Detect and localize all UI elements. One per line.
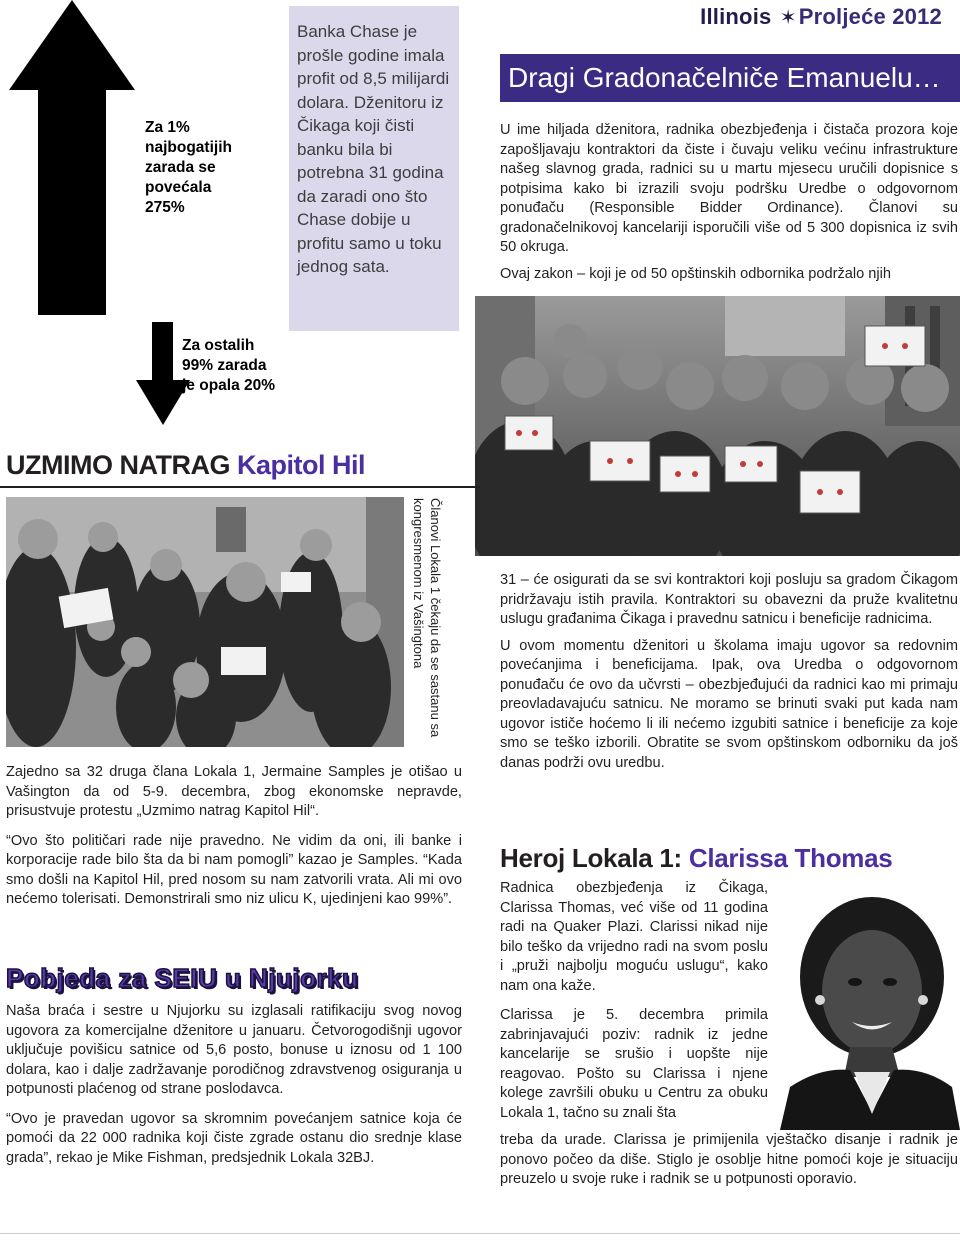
members-postcards-photo	[475, 296, 960, 556]
hero-paragraph-1: Radnica obezbjeđenja iz Čikaga, Clarissa Thomas, već više od 11 godina radi na Quaker Plazi. Clarissi nikad nije bilo teško da vrijedno radi na svom poslu i „pruži najbolju moguću uslugu“, kako nam ona kaže.	[500, 880, 768, 994]
down-arrow-shaft	[152, 322, 173, 382]
letter-paragraph-4: U ovom momentu dženitori u školama imaju ugovor sa redovnim povećanjima i beneficijama. Ipak, ova Uredba o odgovornom ponuđaču će ovo da učvrsti – obezbjeđujući da radnici kao mi primaju preovladavajuću satnicu. Ne moramo se brinuti svaki put kada nam ugovor ističe hoćemo li ili nećemo izgubiti satnice i beneficije za koje smo se teško izborili. Obratite se svom opštinskom odborniku da još danas podrži ovu uredbu.	[500, 637, 958, 771]
hero-heading-accent: Clarissa Thomas	[688, 843, 893, 873]
season-label: Proljeće 2012	[798, 4, 942, 29]
down-arrow-label: Za ostalih 99% zarada je opala 20%	[182, 337, 276, 394]
callout-text: Banka Chase je prošle godine imala profit od 8,5 milijardi dolara. Dženitoru iz Čikaga koji čisti banku bila bi potrebna 31 godina da zaradi ono što Chase dobije u profitu samo u toku jednog sata.	[297, 22, 450, 276]
hero-paragraph-2a: Clarissa je 5. decembra primila zabrinjavajući poziv: radnik iz jedne kancelarije se srušio i uopšte nije reagovao. Pošto su Clarissa i njene kolege završili obuku u Centru za obuku Lokala 1, tačno su znali šta	[500, 1007, 768, 1121]
up-arrow-label: Za 1% najbogatijih zarada se povećala 275%	[145, 119, 232, 216]
issue-line	[700, 4, 942, 30]
letter-paragraph-1: U ime hiljada dženitora, radnika obezbjeđenja i čistača prozora koje zapošljavaju kontraktori da čiste i čuvaju veliku većinu infrastrukture našeg slavnog grada, radnici su u martu mjesecu uručili dopisnice s potpisima kako bi izrazili svoju podršku Uredbe o odgovornom ponuđaču (Responsible Bidder Ordinance). Članovi su gradonačelnikovoj kancelariji isporučili više od 5 300 dopisnica iz svih 50 okruga.	[500, 122, 958, 255]
hero-heading-main: Heroj Lokala 1:	[500, 843, 682, 873]
hero-body-wide	[500, 1131, 958, 1190]
letter-body-top	[500, 121, 958, 284]
letter-paragraph-3: 31 – će osigurati da se svi kontraktori koji posluju sa gradom Čikagom pridržavaju istih pravila. Kontraktori su obavezni da pruže kvalitetnu uslugu građanima Čikaga i pravednu satnicu i beneficije radnicima.	[500, 572, 958, 627]
hero-heading	[500, 843, 892, 874]
njujork-body	[6, 1002, 462, 1168]
photo-caption: Članovi Lokala 1 čekaju da se sastanu sa kongresmenom iz Vašingtona	[411, 498, 443, 738]
letter-title: Dragi Gradonačelniče Emanuelu…	[500, 54, 960, 102]
kapitol-heading-rule	[0, 486, 480, 488]
kapitol-paragraph-1: Zajedno sa 32 druga člana Lokala 1, Jermaine Samples je otišao u Vašington da od 5-9. decembra, zbog ekonomske nepravde, prisustvuje protestu „Uzmimo natrag Kapitol Hil“.	[6, 764, 462, 819]
kapitol-body	[6, 763, 462, 910]
star-icon: ✶	[779, 7, 797, 29]
members-waiting-photo	[6, 497, 404, 747]
njujork-paragraph-1: Naša braća i sestre u Njujorku su izglasali ratifikaciju svog novog ugovora za komercijalne dženitore u januaru. Četvorogodišnji ugovor uključuje povišicu satnice od 5,6 posto, bonuse u iznosu od 1 100 dolara, kao i dalje zadržavanje porodičnog zdravstvenog osiguranja u potpunosti plaćenog od strane poslodavca.	[6, 1003, 462, 1097]
njujork-heading: Pobjeda za SEIU u Njujorku	[6, 963, 359, 993]
hero-body-narrow	[500, 879, 768, 1123]
chase-profit-callout	[289, 6, 459, 331]
letter-body-bottom	[500, 571, 958, 773]
state-name: Illinois	[700, 4, 772, 29]
kapitol-heading-main: UZMIMO NATRAG	[6, 450, 230, 480]
page-footer-rule	[0, 1233, 960, 1252]
letter-paragraph-2: Ovaj zakon – koji je od 50 opštinskih odbornika podržalo njih	[500, 265, 892, 282]
kapitol-heading-accent: Kapitol Hil	[236, 450, 365, 480]
kapitol-heading	[6, 450, 365, 481]
clarissa-thomas-portrait	[780, 882, 960, 1130]
njujork-paragraph-2: “Ovo je pravedan ugovor sa skromnim povećanjem satnice koja će pomoći da 22 000 radnika koji čiste zgrade ostanu dio srednje klase grada”, rekao je Mike Fishman, predsjednik Lokala 32BJ.	[6, 1110, 462, 1166]
hero-paragraph-2b: treba da urade. Clarissa je primijenila vještačko disanje i radnik je ponovo počeo da diše. Stiglo je osoblje hitne pomoći koje je situaciju preuzelo u svoje ruke i radnik se u potpunosti oporavio.	[500, 1132, 958, 1187]
kapitol-paragraph-2: “Ovo što političari rade nije pravedno. Ne vidim da oni, ili banke i korporacije rade bilo šta da bi nam pomogli” kazao je Samples. “Kada smo došli na Kapitol Hil, pred nosom su nam zatvorili vrata. Ali mi ovo nećemo tolerisati. Demonstrirali smo niz ulicu K, ujedinjeni kao 99%”.	[6, 832, 462, 907]
up-arrow-icon	[9, 0, 135, 315]
